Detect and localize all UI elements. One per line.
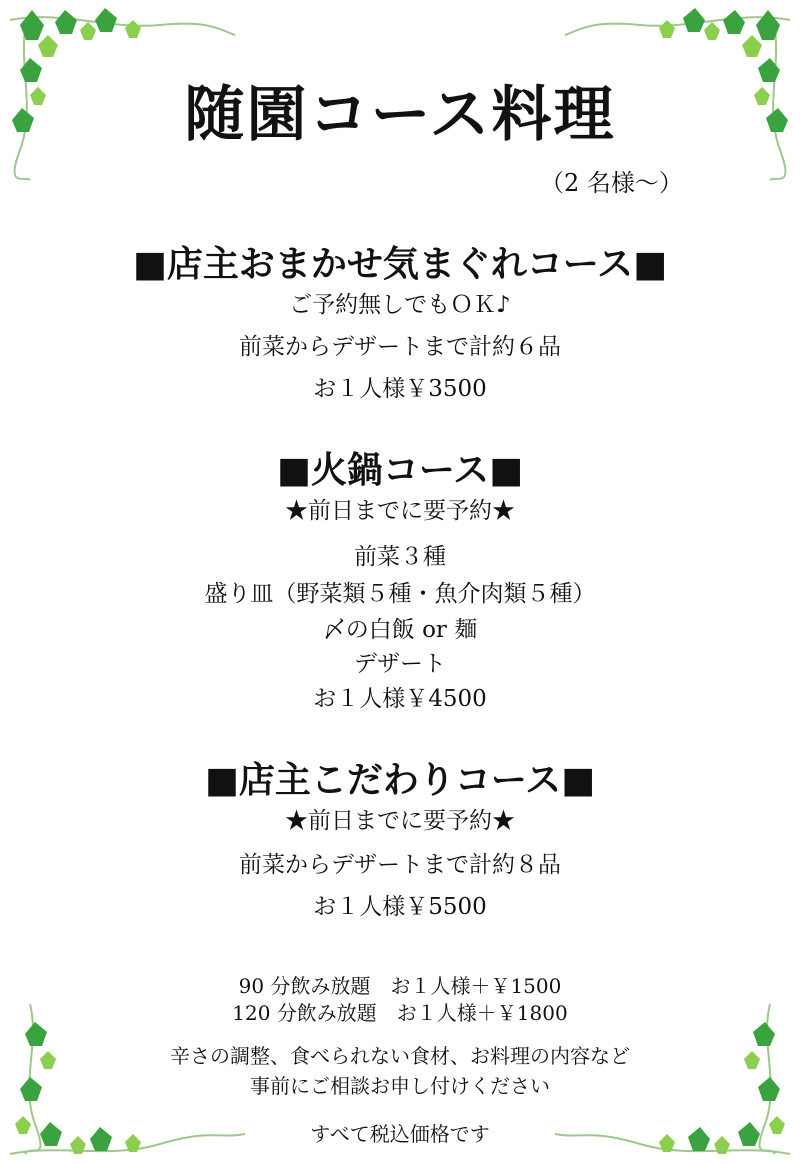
drink-plan: 90 分飲み放題 お１人様＋￥1500	[238, 974, 562, 998]
course-line: 前菜からデザートまで計約８品	[239, 852, 561, 878]
menu-subtitle: （2 名様〜）	[540, 169, 683, 197]
course-price: お１人様￥5500	[313, 894, 487, 920]
course-heading-omakase: ■店主おまかせ気まぐれコース■	[132, 243, 668, 285]
course-line: ★前日までに要予約★	[285, 808, 515, 834]
course-line: 〆の白飯 or 麺	[322, 617, 478, 643]
notice-text: 事前にご相談お申し付けください	[250, 1074, 550, 1098]
course-line: 前菜３種	[354, 544, 446, 570]
course-line: 前菜からデザートまで計約６品	[239, 334, 561, 360]
menu-title: 随園コース料理	[184, 80, 616, 150]
course-line: デザート	[354, 651, 446, 677]
course-heading-hotpot: ■火鍋コース■	[276, 449, 524, 491]
tax-note: すべて税込価格です	[310, 1122, 490, 1146]
course-line: 盛り皿（野菜類５種・魚介肉類５種）	[204, 581, 596, 607]
course-line: ご予約無しでもＯＫ♪	[289, 292, 511, 318]
course-line: ★前日までに要予約★	[285, 498, 515, 524]
course-heading-kodawari: ■店主こだわりコース■	[204, 759, 596, 801]
notice-text: 辛さの調整、食べられない食材、お料理の内容など	[170, 1044, 630, 1068]
course-price: お１人様￥4500	[313, 686, 487, 712]
drink-plan: 120 分飲み放題 お１人様＋￥1800	[232, 1001, 568, 1025]
course-price: お１人様￥3500	[313, 376, 487, 402]
